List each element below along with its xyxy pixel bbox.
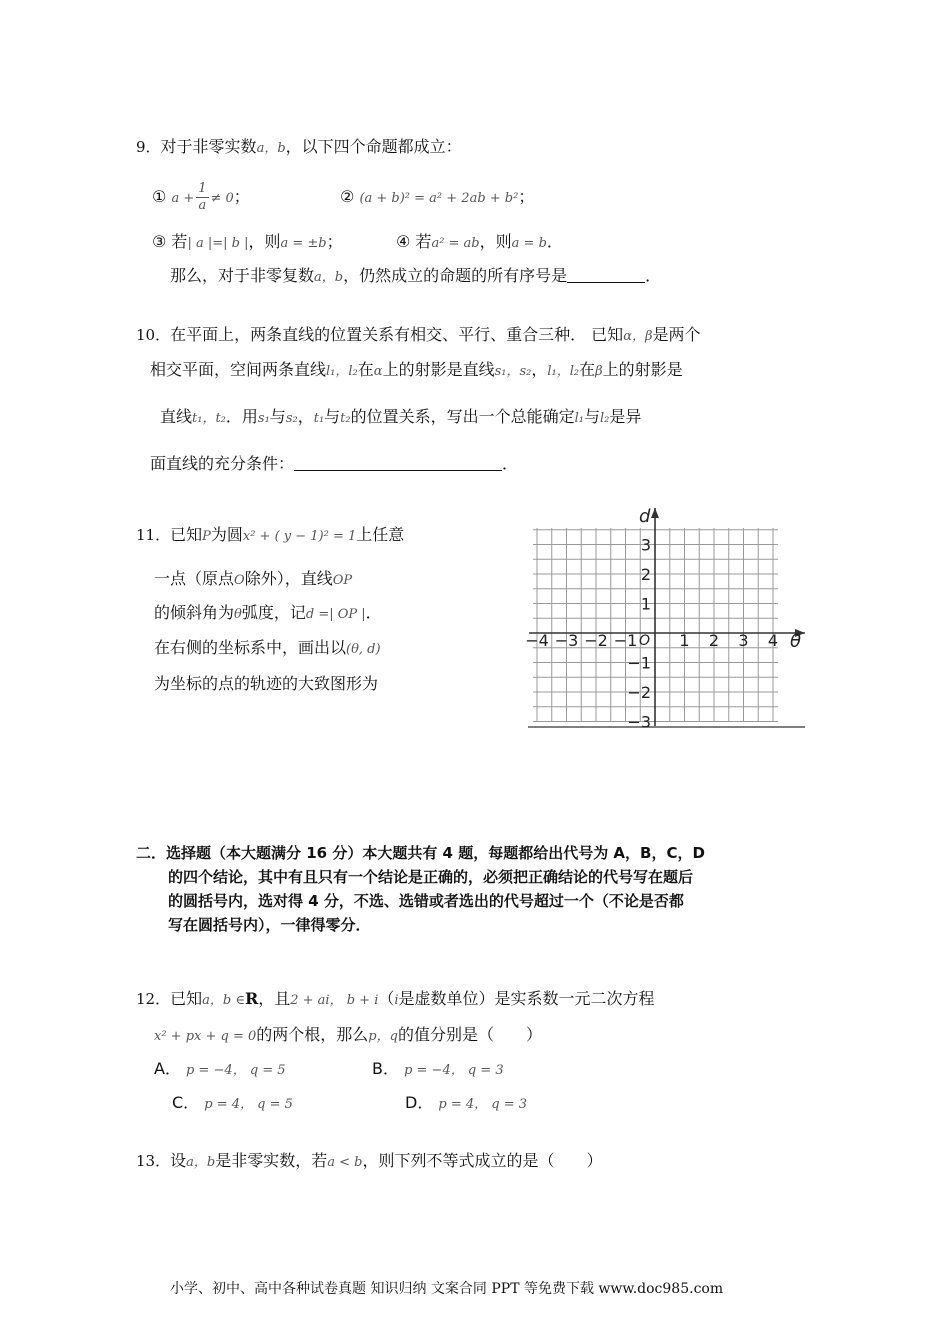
section2-title: 二．选择题（本大题满分 16 分）本大题共有 4 题，每题都给出代号为 A，B，C，D xyxy=(136,844,705,862)
x-tick-label: −4 xyxy=(525,631,549,650)
q10-line4: 面直线的充分条件： ． xyxy=(150,454,519,473)
section2-line3: 的圆括号内，选对得 4 分，不选、选错或者选出的代号超过一个（不论是否都 xyxy=(168,892,684,910)
q9-item2: ② (a + b)² = a² + 2ab + b²； xyxy=(340,187,535,206)
x-tick-label: 2 xyxy=(708,631,720,650)
q13-line1: 13．设a，b是非零实数，若a < b，则下列不等式成立的是（ ） xyxy=(136,1151,603,1170)
x-tick-label: 3 xyxy=(738,631,749,650)
q9-item1: ① a + $\frac{1}{a}$ ≠ 0； xyxy=(152,181,250,213)
section2-line2: 的四个结论，其中有且只有一个结论是正确的，必须把正确结论的代号写在题后 xyxy=(168,868,694,886)
q11-line1: 11．已知P为圆x² + ( y − 1)² = 1上任意 xyxy=(136,525,405,544)
y-axis-arrow xyxy=(651,508,659,518)
q10-line1: 10．在平面上，两条直线的位置关系有相交、平行、重合三种． 已知α，β是两个 xyxy=(136,325,701,344)
q11-line4: 在右侧的坐标系中，画出以(θ, d) xyxy=(154,638,381,657)
x-axis-label: θ xyxy=(790,631,802,652)
origin-label: O xyxy=(639,633,651,649)
x-tick-label: −3 xyxy=(554,631,579,650)
coordinate-grid xyxy=(520,500,820,732)
y-tick-label: −2 xyxy=(627,683,651,702)
q12-line1: 12．已知a，b ∈R，且2 + ai， b + i（i是虚数单位）是实系数一元二次方程 xyxy=(136,989,655,1008)
x-tick-label: −1 xyxy=(613,631,638,650)
q10-line2: 相交平面，空间两条直线l₁，l₂在α上的射影是直线s₁，s₂，l₁，l₂在β上的射影是 xyxy=(150,360,683,379)
q11-line3: 的倾斜角为θ弧度，记d =| OP |． xyxy=(154,603,382,622)
q12-option-d[interactable]: D． p = 4， q = 3 xyxy=(405,1093,528,1112)
q12-option-c[interactable]: C． p = 4， q = 5 xyxy=(172,1093,293,1112)
q12-line2: x² + px + q = 0的两个根，那么p，q的值分别是（ ） xyxy=(154,1025,542,1044)
footer-text[interactable]: 小学、初中、高中各种试卷真题 知识归纳 文案合同 PPT 等免费下载 www.doc985.com xyxy=(170,1281,724,1297)
section2-line4: 写在圆括号内），一律得零分． xyxy=(168,916,371,934)
q9-item4: ④ 若a² = ab，则a = b． xyxy=(396,232,563,251)
y-axis-label: d xyxy=(639,506,651,527)
y-tick-label: −1 xyxy=(627,653,651,673)
q11-line5: 为坐标的点的轨迹的大致图形为 xyxy=(154,674,379,693)
y-tick-label: 1 xyxy=(640,594,651,614)
x-tick-label: −2 xyxy=(584,631,608,650)
fraction: $\frac{1}{a}$ xyxy=(198,181,207,213)
answer-blank xyxy=(294,454,502,471)
q11-line2: 一点（原点O除外），直线OP xyxy=(154,569,353,588)
q12-option-a[interactable]: A． p = −4， q = 5 xyxy=(154,1059,286,1078)
q9-question: 那么，对于非零复数a，b，仍然成立的命题的所有序号是 ． xyxy=(170,266,662,285)
x-tick-label: 4 xyxy=(767,631,779,650)
y-tick-label: −3 xyxy=(627,712,651,732)
x-tick-label: 1 xyxy=(679,631,690,650)
q9-line1: 9．对于非零实数a，b，以下四个命题都成立： xyxy=(136,137,462,156)
q9-item3: ③ 若| a |=| b |，则a = ±b； xyxy=(152,232,343,251)
answer-blank xyxy=(567,266,645,283)
q10-line3: 直线t₁，t₂．用s₁与s₂，t₁与t₂的位置关系，写出一个总能确定l₁与l₂是异 xyxy=(160,407,642,426)
axes xyxy=(528,508,805,727)
y-tick-label: 3 xyxy=(640,535,651,555)
q12-option-b[interactable]: B． p = −4， q = 3 xyxy=(372,1059,504,1078)
y-tick-label: 2 xyxy=(640,565,651,584)
